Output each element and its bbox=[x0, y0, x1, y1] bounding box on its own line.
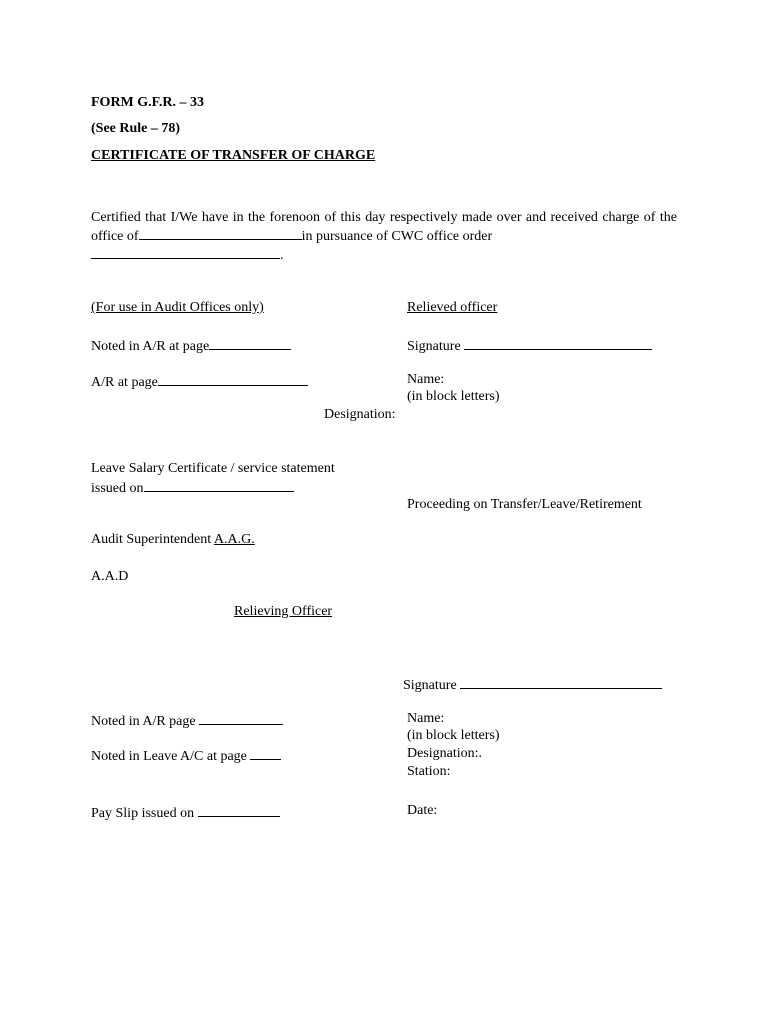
paragraph-text-part1: Certified that I/We have in the forenoon of this day respectively made over and received charge of the office of bbox=[91, 210, 677, 244]
pay-slip-row bbox=[91, 802, 280, 822]
noted-leave-ac-label: Noted in Leave A/C at page bbox=[91, 749, 247, 764]
issued-on-row bbox=[91, 477, 294, 497]
relieved-signature-blank[interactable] bbox=[464, 335, 652, 350]
noted-ar-page-label-2: Noted in A/R page bbox=[91, 714, 196, 729]
form-title: FORM G.F.R. – 33 bbox=[91, 95, 205, 110]
audit-superintendent-label: Audit Superintendent bbox=[91, 532, 212, 547]
relieving-signature-row bbox=[403, 674, 662, 694]
relieving-signature-label: Signature bbox=[403, 678, 457, 693]
relieving-officer-heading: Relieving Officer bbox=[234, 604, 333, 619]
noted-ar-page-row-2 bbox=[91, 710, 283, 730]
noted-ar-page-label: Noted in A/R at page bbox=[91, 339, 210, 354]
noted-ar-page-row bbox=[91, 335, 291, 355]
relieving-signature-blank[interactable] bbox=[460, 674, 662, 689]
office-blank[interactable] bbox=[139, 227, 302, 240]
pay-slip-blank[interactable] bbox=[198, 802, 280, 817]
ar-at-page-blank[interactable] bbox=[158, 371, 308, 386]
relieved-designation-label: Designation: bbox=[324, 407, 396, 422]
pay-slip-label: Pay Slip issued on bbox=[91, 806, 195, 821]
paragraph-text-part2: in pursuance of CWC office order bbox=[301, 229, 493, 244]
audit-superintendent-row bbox=[91, 531, 255, 548]
leave-salary-line1: Leave Salary Certificate / service statement bbox=[91, 461, 335, 476]
paragraph-end: . bbox=[280, 248, 284, 263]
noted-leave-ac-row bbox=[91, 745, 281, 765]
office-order-blank[interactable] bbox=[91, 246, 280, 259]
aag-label: A.A.G. bbox=[213, 532, 255, 547]
ar-at-page-row bbox=[91, 371, 308, 391]
audit-offices-heading: (For use in Audit Offices only) bbox=[91, 300, 264, 315]
noted-ar-page-blank-2[interactable] bbox=[199, 710, 283, 725]
aad-label: A.A.D bbox=[91, 569, 129, 584]
ar-at-page-label: A/R at page bbox=[91, 375, 158, 390]
relieving-designation-label: Designation:. bbox=[407, 746, 483, 761]
relieved-signature-label: Signature bbox=[407, 339, 461, 354]
certification-paragraph bbox=[91, 209, 677, 265]
certificate-title: CERTIFICATE OF TRANSFER OF CHARGE bbox=[91, 148, 376, 163]
issued-on-label: issued on bbox=[91, 481, 144, 496]
relieved-block-letters: (in block letters) bbox=[407, 389, 500, 404]
relieving-station-label: Station: bbox=[407, 764, 451, 779]
relieved-name-label: Name: bbox=[407, 372, 445, 387]
proceeding-label: Proceeding on Transfer/Leave/Retirement bbox=[407, 497, 642, 512]
noted-leave-ac-blank[interactable] bbox=[250, 745, 281, 760]
noted-ar-page-blank[interactable] bbox=[209, 335, 291, 350]
relieved-officer-heading: Relieved officer bbox=[407, 300, 498, 315]
relieving-name-label: Name: bbox=[407, 711, 445, 726]
relieving-block-letters: (in block letters) bbox=[407, 728, 500, 743]
relieving-date-label: Date: bbox=[407, 803, 438, 818]
issued-on-blank[interactable] bbox=[144, 477, 294, 492]
rule-reference: (See Rule – 78) bbox=[91, 121, 181, 136]
relieved-signature-row bbox=[407, 335, 652, 355]
